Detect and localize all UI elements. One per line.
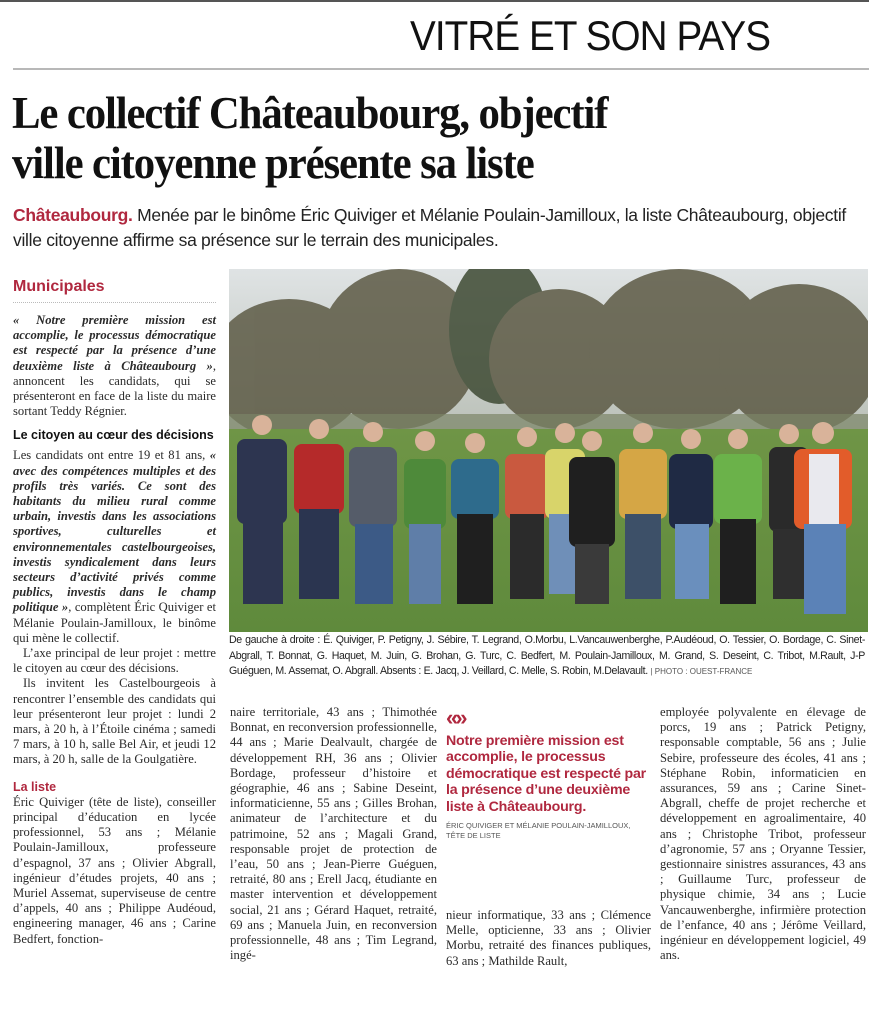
- pull-quote: [446, 707, 651, 841]
- top-rule: [0, 0, 869, 2]
- paragraph-2: [13, 448, 216, 646]
- left-column: [13, 278, 216, 947]
- intro-paragraph: [13, 313, 216, 419]
- subhead-la-liste: La liste: [13, 779, 57, 794]
- headline-line-2: ville citoyenne présente sa liste: [12, 137, 534, 188]
- intro-quote: « Notre première mission est accomplie, le processus démocratique est respecté par la présence d’une deuxième liste à Châteaubourg »: [13, 313, 216, 373]
- candidate-list-col2: naire territoriale, 43 ans ; Thimothée Bonnat, en reconversion professionnelle, 44 ans ; Marie Dealvault, chargée de développement RH, 36 ans ; Olivier Bordage, professeur d’histoire et géographie, 46 ans ; Sabine Deseint, informaticienne, 55 ans ; Gilles Brohan, animateur de l’architecture et du patrimoine, 52 ans ; Magali Grand, responsable projet de protection de l’eau, 50 ans ; Jean-Pierre Guéguen, retraité, 80 ans ; Erell Jacq, étudiante en master intervention et développement social, 21 ans ; Gérard Haquet, retraité, 69 ans ; Manuela Juin, en reconversion professionnelle, 48 ans ; Tim Legrand, ingé-: [230, 705, 437, 963]
- para2-quote: « avec des compétences multiples et des profils très variés. Ce sont des habitants du milieu rural comme urbain, investis dans les associations sportives, culturelles et environnementales castelbourgeoises, investis syndicalement dans leurs secteurs d’activité privés comme publics, investis dans le champ politique »: [13, 448, 216, 615]
- column-3: [446, 908, 651, 969]
- subhead-citoyen: Le citoyen au cœur des décisions: [13, 428, 214, 443]
- photo-credit: | PHOTO : OUEST-FRANCE: [650, 667, 753, 676]
- kicker: Municipales: [13, 278, 216, 303]
- quote-marks-icon: «»: [446, 705, 465, 730]
- headline: [12, 88, 862, 188]
- lead-text: Menée par le binôme Éric Quiviger et Mélanie Poulain-Jamilloux, la liste Châteaubourg, objectif ville citoyenne affirme sa présence sur le terrain des municipales.: [13, 205, 846, 250]
- paragraph-4: Ils invitent les Castelbourgeois à rencontrer l’ensemble des candidats qui leur présenteront leur projet : lundi 2 mars, à 20 h, à l’Étoile cinéma ; samedi 7 mars, à 10 h, salle Bel Air, et jeudi 12 mars, à 20 h, salle de la Goulgatière.: [13, 676, 216, 767]
- paragraph-3: L’axe principal de leur projet : mettre le citoyen au cœur des décisions.: [13, 646, 216, 676]
- caption-text: De gauche à droite : É. Quiviger, P. Petigny, J. Sébire, T. Legrand, O.Morbu, L.Vancauwenberghe, P.Audéoud, O. Tessier, O. Bordage, C. Sinet-Abgrall, T. Bonnat, G. Haquet, M. Juin, G. Brohan, G. Turc, C. Bedfert, M. Poulain-Jamilloux, M. Grand, S. Deseint, C. Tribot, M.Rault, J-P Guéguen, M. Assemat, O. Abgrall. Absents : E. Jacq, J. Veillard, C. Melle, S. Robin, M.Delavault.: [229, 634, 865, 677]
- lead-place: Châteaubourg.: [13, 205, 133, 225]
- group-photo: [229, 269, 868, 632]
- candidate-list-col4: employée polyvalente en élevage de porcs, 19 ans ; Patrick Petigny, responsable comptable, 56 ans ; Julie Sebire, professeure des écoles, 41 ans ; Stéphane Robin, informaticien en assurances, 59 ans ; Carine Sinet-Abgrall, cheffe de projet recherche et développement en agroalimentaire, 40 ans ; Christophe Tribot, professeur d’agronomie, 57 ans ; Oryanne Tessier, gestionnaire sinistres assurances, 43 ans ; Guillaume Turc, professeur de physique chimie, 34 ans ; Lucie Vancauwenberghe, infirmière protection de l’enfance, 40 ans ; Jérôme Veillard, ingénieur en développement logiciel, 49 ans.: [660, 705, 866, 963]
- para2-end: , complètent Éric Quiviger et Mélanie Poulain-Jamilloux, le binôme qui mène le collectif.: [13, 600, 216, 645]
- column-2: [230, 705, 437, 963]
- section-divider: [13, 68, 869, 70]
- intro-rest: , annoncent les candidats, qui se présenteront en face de la liste du maire sortant Teddy Régnier.: [13, 358, 216, 419]
- pull-quote-author: ÉRIC QUIVIGER ET MÉLANIE POULAIN-JAMILLOUX, TÊTE DE LISTE: [446, 821, 631, 841]
- column-4: [660, 705, 866, 963]
- lead-paragraph: [13, 203, 863, 253]
- headline-line-1: Le collectif Châteaubourg, objectif: [12, 87, 608, 138]
- pull-quote-text: Notre première mission est accomplie, le processus démocratique est respecté par la présence d’une deuxième liste à Châteaubourg.: [446, 733, 647, 815]
- section-title: VITRÉ ET SON PAYS: [410, 12, 771, 59]
- photo-caption: [229, 633, 865, 680]
- para2-start: Les candidats ont entre 19 et 81 ans,: [13, 448, 210, 463]
- group-photo-illustration: [229, 269, 868, 632]
- candidate-list-col3: nieur informatique, 33 ans ; Clémence Melle, opticienne, 33 ans ; Olivier Morbu, retraité des finances publiques, 63 ans ; Mathilde Rault,: [446, 908, 651, 968]
- candidate-list-col1: Éric Quiviger (tête de liste), conseiller principal d’éducation en lycée professionnel, 53 ans ; Mélanie Poulain-Jamilloux, professeure d’espagnol, 37 ans ; Olivier Abgrall, ingénieur d’études projets, 40 ans ; Muriel Assemat, superviseuse de centre d’appels, 40 ans ; Philippe Audéoud, engineering manager, 46 ans ; Carine Bedfert, fonction-: [13, 794, 216, 946]
